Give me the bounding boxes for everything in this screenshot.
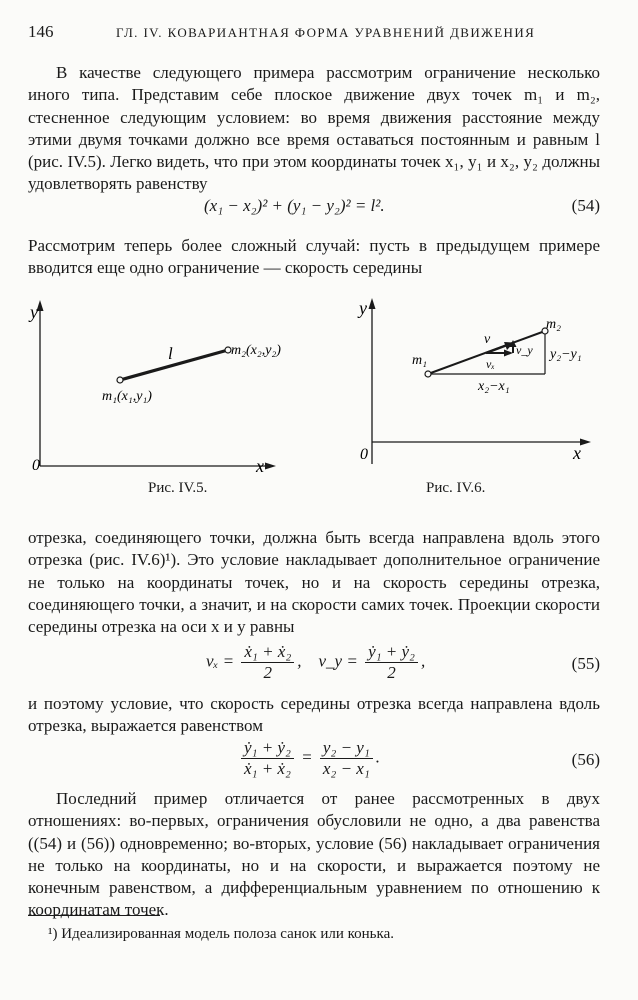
equation-55-vy-lhs: v_y = (318, 651, 358, 671)
fig5-point-1-label: m₁(x₁,y₁) (102, 389, 152, 404)
page-number: 146 (28, 22, 54, 41)
figure-iv6-caption: Рис. IV.6. (426, 480, 486, 496)
fig6-velocity-x-label: vₓ (486, 357, 495, 371)
equation-55-vx-lhs: vₓ = (206, 651, 235, 671)
equation-56-left-denominator: ẋ₁ + ẋ₂ (244, 759, 291, 778)
paragraph-2-text: Рассмотрим теперь более сложный случай: пусть в предыдущем примере вводится еще одно ограничение — скорость середины (28, 236, 600, 278)
fig5-x-axis-arrow (265, 463, 276, 470)
equation-56-right-fraction (320, 738, 373, 779)
paragraph-1 (28, 62, 600, 196)
paragraph-4-text: и поэтому условие, что скорость середины отрезка всегда направлена вдоль отрезка, выражается равенством (28, 694, 600, 736)
equation-56-right-numerator: y₂ − y₁ (320, 738, 373, 759)
equation-55-vx-denominator: 2 (263, 663, 273, 682)
equation-56-left-fraction (241, 738, 294, 779)
equation-55-vx-numerator: ẋ₁ + ẋ₂ (241, 642, 294, 663)
equation-55-end: , (420, 651, 426, 671)
equation-54-number: (54) (571, 196, 600, 215)
fig5-segment (120, 350, 228, 380)
equation-55-vy-numerator: ẏ₁ + ẏ₂ (365, 642, 418, 663)
fig5-x-label: x (256, 456, 264, 476)
equation-56-body (238, 738, 380, 779)
equation-55-body (206, 642, 425, 683)
paragraph-3-text: отрезка, соединяющего точки, должна быть всегда направлена вдоль этого отрезка (рис. IV.6)¹). Это условие накладывает дополнительное ограничение не только на координаты точек, но и на скорость середины отрезка, соединяющего точки, а значит, и на скорости самих точек. Проекции скорости середины отрезка на оси x и y равны (28, 528, 600, 637)
equation-56-number: (56) (571, 750, 600, 769)
paragraph-3 (28, 527, 600, 638)
fig6-dx-label: x₂−x₁ (478, 379, 510, 394)
figure-iv5 (28, 296, 298, 476)
equation-55-number: (55) (571, 654, 600, 673)
footnote-rule (28, 915, 160, 916)
fig6-velocity-x-arrowhead (504, 350, 513, 357)
equation-56-right-denominator: x₂ − x₁ (322, 759, 370, 778)
fig6-velocity-y-label: v_y (516, 343, 533, 357)
running-title: ГЛ. IV. КОВАРИАНТНАЯ ФОРМА УРАВНЕНИЙ ДВИЖЕНИЯ (116, 25, 536, 40)
equation-56-equals: = (301, 747, 313, 767)
equation-56 (28, 738, 600, 784)
fig5-origin-label: 0 (32, 457, 40, 474)
fig5-y-label: y (30, 302, 38, 322)
fig6-x-axis-arrow (580, 439, 591, 446)
fig5-point-1 (117, 377, 123, 383)
fig6-y-label: y (359, 298, 367, 318)
page-header (28, 22, 608, 46)
fig6-velocity-label: v (484, 332, 491, 347)
fig6-x-label: x (573, 443, 581, 463)
fig6-point-1-label: m₁ (412, 353, 427, 368)
fig5-segment-label: l (168, 344, 173, 363)
equation-54 (28, 196, 600, 220)
equation-55-vx-fraction (241, 642, 294, 683)
equation-55-separator: , (297, 651, 302, 671)
paragraph-4 (28, 693, 600, 738)
equation-56-left-numerator: ẏ₁ + ẏ₂ (241, 738, 294, 759)
footnote: ¹) Идеализированная модель полоза санок или конька. (48, 926, 394, 942)
fig6-dy-label: y₂−y₁ (550, 347, 582, 362)
equation-56-end: . (375, 747, 381, 767)
equation-55 (28, 642, 600, 688)
paragraph-5 (28, 788, 600, 922)
figure-iv5-caption: Рис. IV.5. (148, 480, 208, 496)
equation-55-vy-fraction (365, 642, 418, 683)
paragraph-2 (28, 235, 600, 280)
fig6-y-axis-arrow (369, 298, 376, 309)
equation-54-body: (x₁ − x₂)² + (y₁ − y₂)² = l². (204, 196, 385, 215)
paragraph-1-text: В качестве следующего примера рассмотрим ограничение несколько иного типа. Представим себе плоское движение двух точек m₁ и m₂, стесненное следующим условием: во время движения расстояние между этими двумя точками должно все время оставаться постоянным и равным l (рис. IV.5). Легко видеть, что при этом координаты точек x₁, y₁ и x₂, y₂ должны удовлетворять равенству (28, 63, 600, 194)
paragraph-5-text: Последний пример отличается от ранее рассмотренных в двух отношениях: во-первых, ограничения обусловили не одно, а два равенства ((54) и (56)) одновременно; во-вторых, условие (56) накладывает ограничения не только на координаты, но и на скорости, и выражается поэтому не конечным равенством, а дифференциальным уравнением по отношению к координатам точек. (28, 789, 600, 920)
fig5-point-2-label: m₂(x₂,y₂) (231, 343, 281, 358)
equation-55-vy-denominator: 2 (387, 663, 396, 682)
fig6-point-1 (425, 371, 431, 377)
fig6-origin-label: 0 (360, 446, 368, 463)
fig6-point-2-label: m₂ (546, 317, 561, 332)
figure-iv6 (348, 294, 610, 474)
